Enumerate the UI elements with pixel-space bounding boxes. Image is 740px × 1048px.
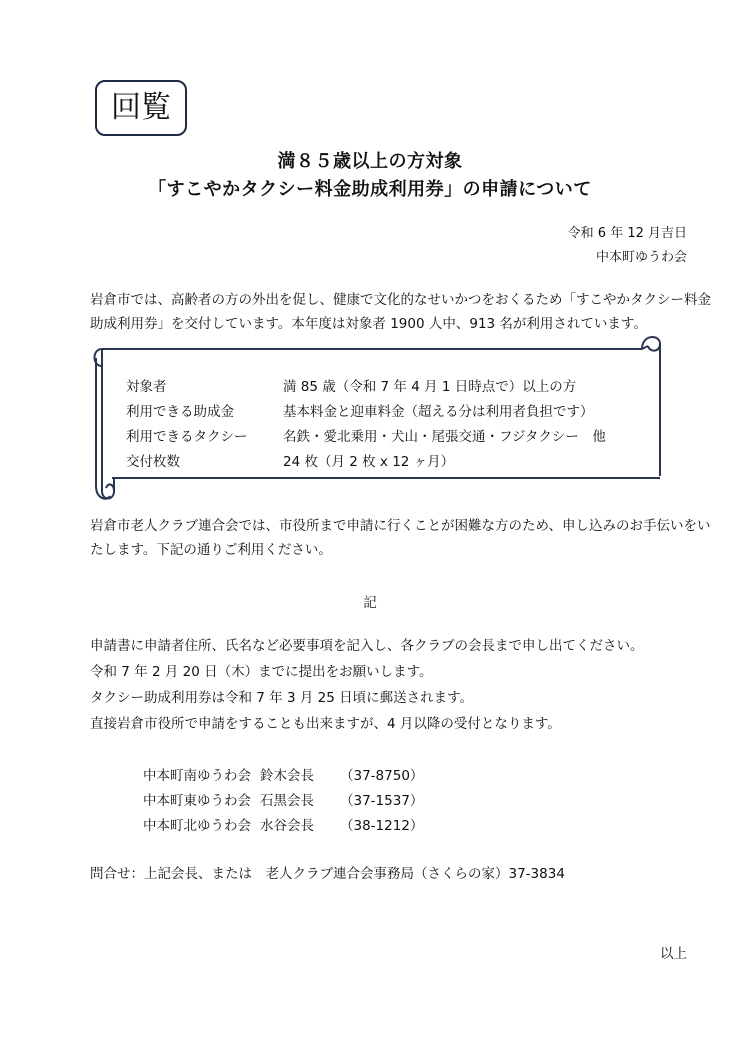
instruction-3: タクシー助成利用券は令和 7 年 3 月 25 日頃に郵送されます。 [90, 690, 474, 706]
issuer-name: 中本町ゆうわ会 [595, 250, 687, 265]
instruction-2: 令和 7 年 2 月 20 日（木）までに提出をお願いします。 [90, 664, 433, 680]
contact-phone-north: （38-1212） [340, 818, 424, 834]
title-line-1: 満８５歳以上の方対象 [277, 151, 463, 172]
contact-name-east: 石黒会長 [260, 793, 314, 809]
intro-line-2: 助成利用券」を交付しています。本年度は対象者 1900 人中、913 名が利用されています。 [90, 316, 647, 332]
info-value-taxi: 名鉄・愛北乗用・犬山・尾張交通・フジタクシー 他 [283, 429, 606, 445]
info-label-target: 対象者 [126, 379, 167, 395]
info-value-count: 24 枚（月 2 枚 x 12 ヶ月） [283, 454, 455, 470]
issue-date: 令和 6 年 12 月吉日 [567, 226, 687, 241]
contact-club-south: 中本町南ゆうわ会 [143, 768, 251, 784]
assist-line-1: 岩倉市老人クラブ連合会では、市役所まで申請に行くことが困難な方のため、申し込みのお手伝いをい [90, 518, 711, 534]
assist-line-2: たします。下記の通りご利用ください。 [90, 542, 332, 558]
contact-club-north: 中本町北ゆうわ会 [143, 818, 251, 834]
info-label-subsidy: 利用できる助成金 [126, 404, 234, 420]
contact-phone-east: （37-1537） [340, 793, 424, 809]
inquiry-line: 問合せ：上記会長、または 老人クラブ連合会事務局（さくらの家）37-3834 [90, 866, 565, 882]
contact-name-south: 鈴木会長 [260, 768, 314, 784]
contact-name-north: 水谷会長 [260, 818, 314, 834]
instruction-1: 申請書に申請者住所、氏名など必要事項を記入し、各クラブの会長まで申し出てください。 [90, 638, 644, 654]
instruction-4: 直接岩倉市役所で申請をすることも出来ますが、4 月以降の受付となります。 [90, 716, 561, 732]
info-value-subsidy: 基本料金と迎車料金（超える分は利用者負担です） [283, 404, 594, 420]
ki-heading: 記 [363, 595, 377, 611]
info-label-count: 交付枚数 [126, 454, 180, 470]
intro-line-1: 岩倉市では、高齢者の方の外出を促し、健康で文化的なせいかつをおくるため「すこやかタクシー料金 [90, 292, 711, 308]
info-label-taxi: 利用できるタクシー [126, 429, 248, 445]
kairan-stamp: 回覧 [95, 80, 187, 136]
contact-phone-south: （37-8750） [340, 768, 424, 784]
title-line-2: 「すこやかタクシー料金助成利用券」の申請について [148, 179, 592, 200]
info-value-target: 満 85 歳（令和 7 年 4 月 1 日時点で）以上の方 [283, 379, 577, 395]
contact-club-east: 中本町東ゆうわ会 [143, 793, 251, 809]
closing-text: 以上 [660, 946, 687, 962]
